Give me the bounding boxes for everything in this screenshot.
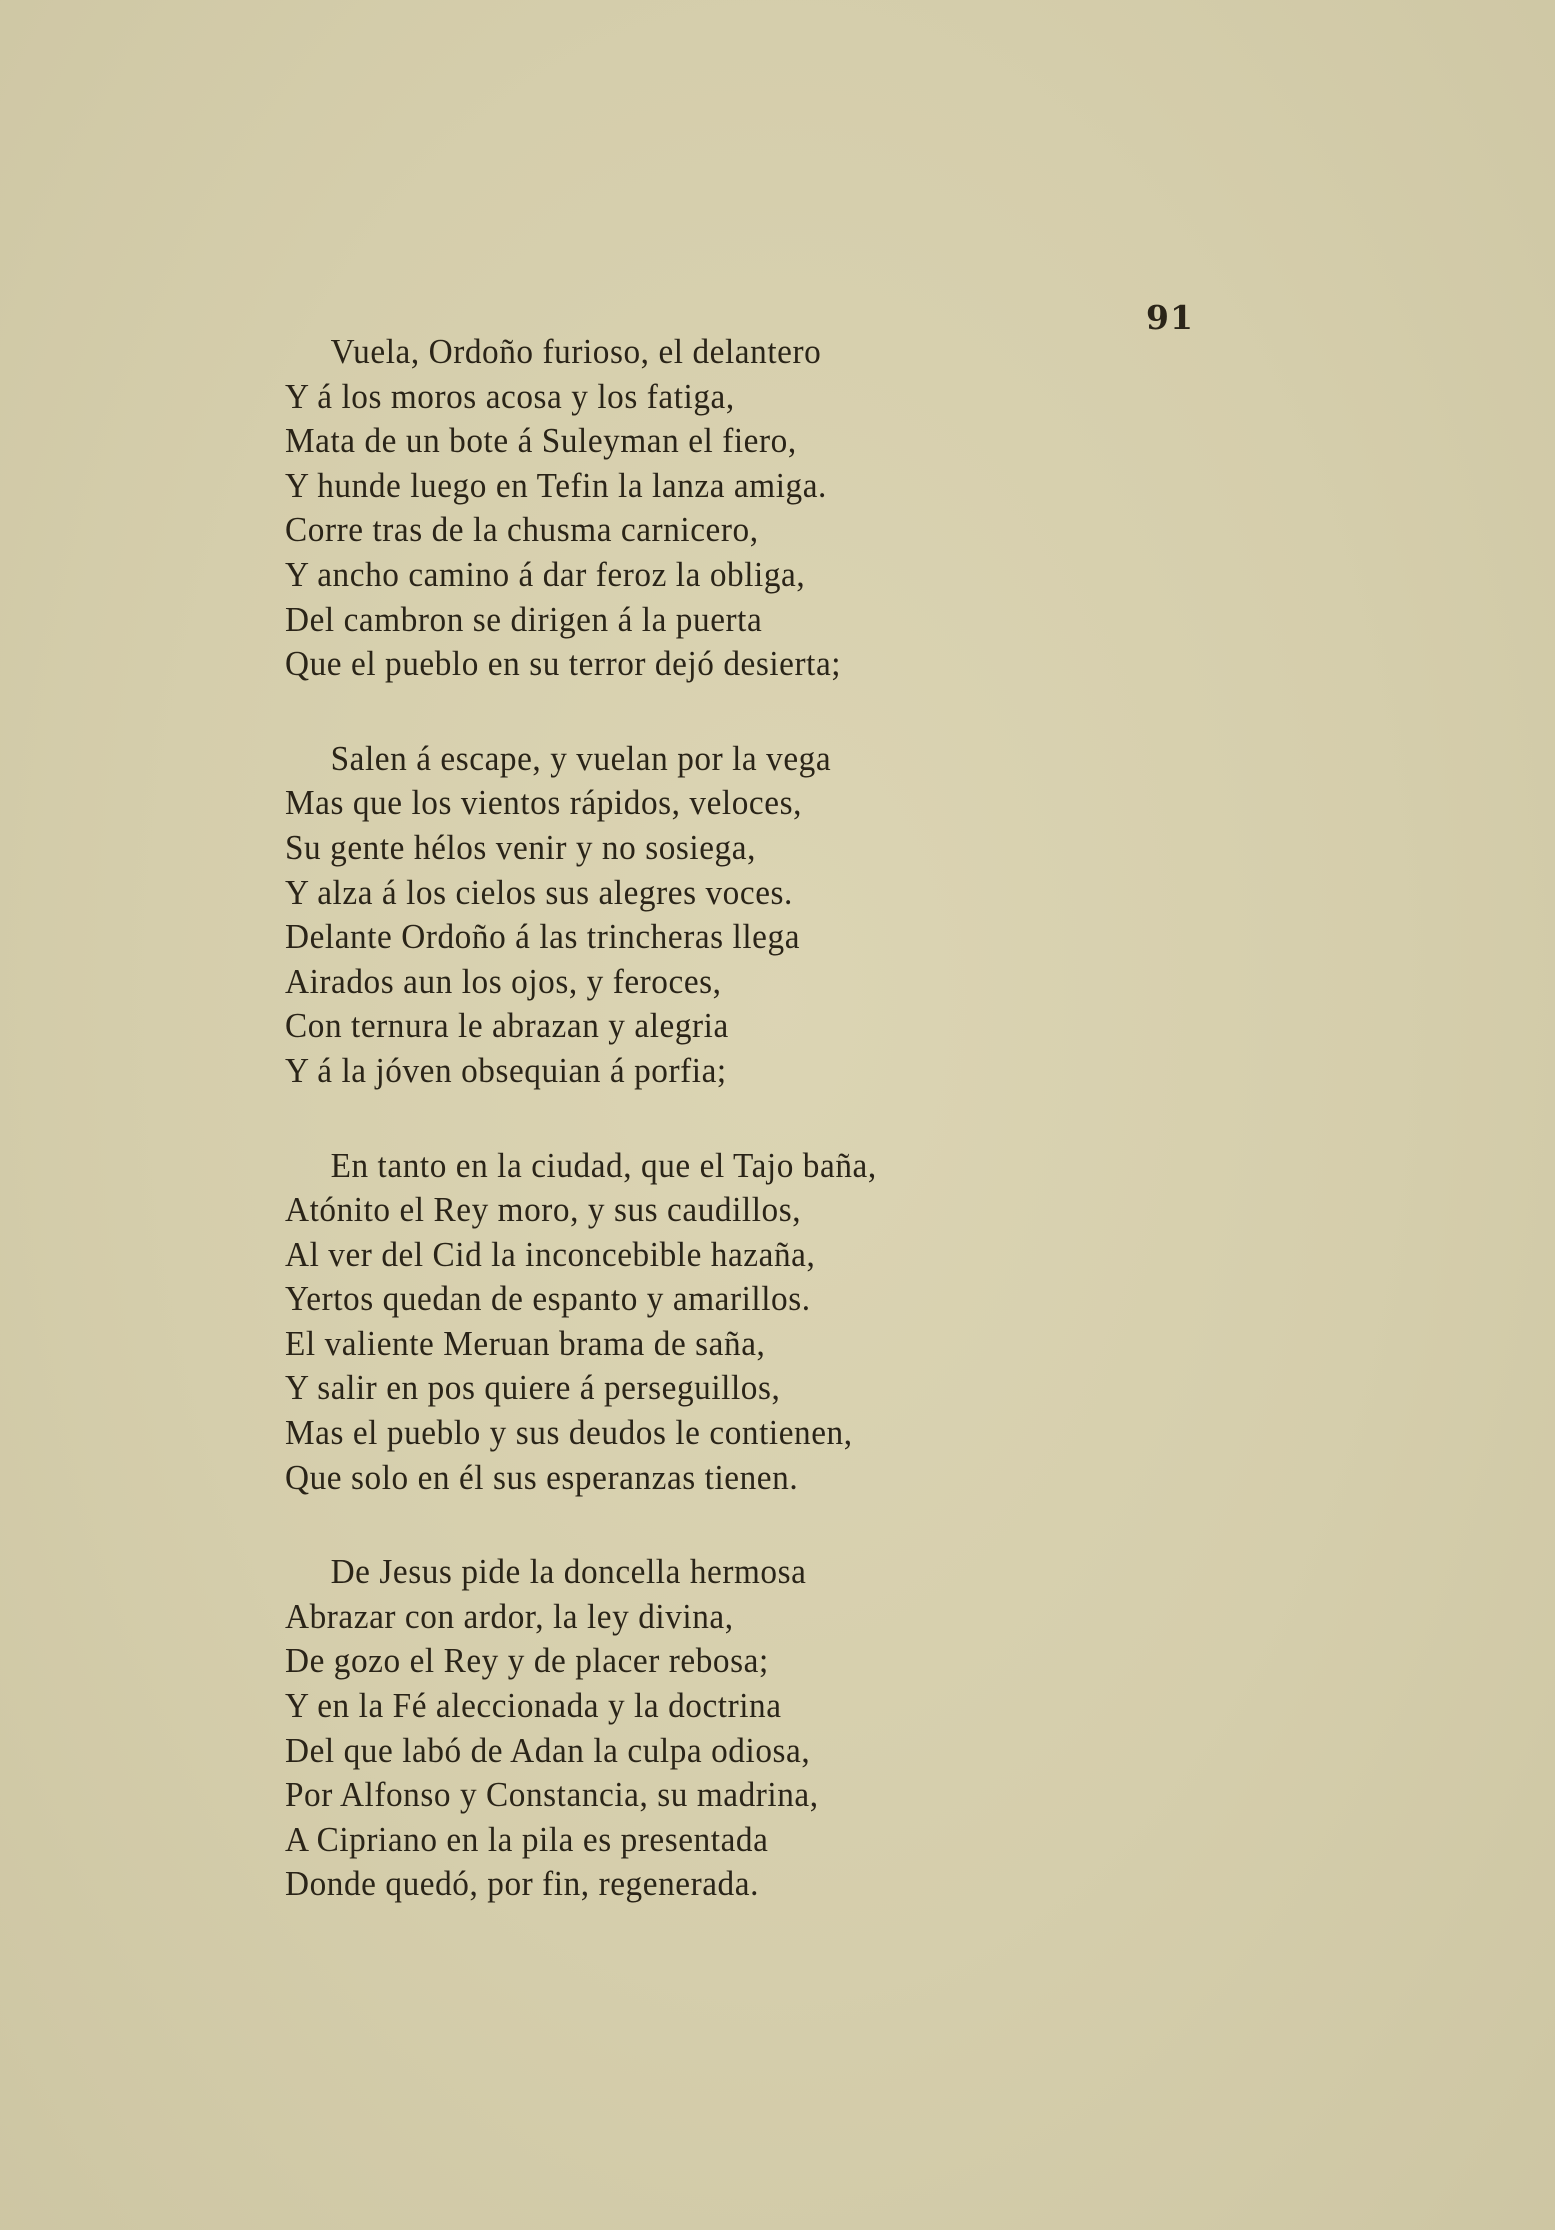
verse-line: Al ver del Cid la inconcebible hazaña, [285,1234,816,1274]
stanza-1 [285,330,1145,687]
verse-line: Y en la Fé aleccionada y la doctrina [285,1686,782,1726]
verse-line: Del cambron se dirigen á la puerta [285,599,763,639]
verse-line: Su gente hélos venir y no sosiega, [285,827,756,867]
poem [285,330,1145,1957]
stanza-4 [285,1550,1145,1907]
verse-line: Salen á escape, y vuelan por la vega [330,738,832,778]
verse-line: Que solo en él sus esperanzas tienen. [285,1457,799,1497]
verse-line: Mata de un bote á Suleyman el fiero, [285,421,797,461]
verse-line: Y á los moros acosa y los fatiga, [285,376,735,416]
verse-line: Y alza á los cielos sus alegres voces. [285,872,793,912]
verse-line: Mas que los vientos rápidos, veloces, [285,783,802,823]
verse-line: Con ternura le abrazan y alegria [285,1006,729,1046]
verse-line: Mas el pueblo y sus deudos le contienen, [285,1413,853,1453]
page-number: 91 [1146,298,1194,337]
verse-line: Airados aun los ojos, y feroces, [285,961,722,1001]
verse-line: Y salir en pos quiere á perseguillos, [285,1368,781,1408]
verse-line: Y á la jóven obsequian á porfia; [285,1050,727,1090]
verse-line: El valiente Meruan brama de saña, [285,1323,766,1363]
verse-line: Y ancho camino á dar feroz la obliga, [285,554,806,594]
verse-line: De gozo el Rey y de placer rebosa; [285,1641,769,1681]
verse-line: De Jesus pide la doncella hermosa [330,1552,807,1592]
verse-line: Y hunde luego en Tefin la lanza amiga. [285,465,827,505]
verse-line: A Cipriano en la pila es presentada [285,1819,769,1859]
stanza-2 [285,737,1145,1094]
verse-line: Delante Ordoño á las trincheras llega [285,917,801,957]
verse-line: Atónito el Rey moro, y sus caudillos, [285,1190,802,1230]
verse-line: Abrazar con ardor, la ley divina, [285,1596,734,1636]
verse-line: Del que labó de Adan la culpa odiosa, [285,1730,811,1770]
verse-line: Por Alfonso y Constancia, su madrina, [285,1775,819,1815]
verse-line: Corre tras de la chusma carnicero, [285,510,759,550]
verse-line: Vuela, Ordoño furioso, el delantero [330,332,822,371]
verse-line: Yertos quedan de espanto y amarillos. [285,1279,811,1319]
verse-line: Donde quedó, por fin, regenerada. [285,1864,759,1904]
stanza-3 [285,1144,1145,1501]
verse-line: En tanto en la ciudad, que el Tajo baña, [330,1145,877,1185]
verse-line: Que el pueblo en su terror dejó desierta; [285,644,842,684]
